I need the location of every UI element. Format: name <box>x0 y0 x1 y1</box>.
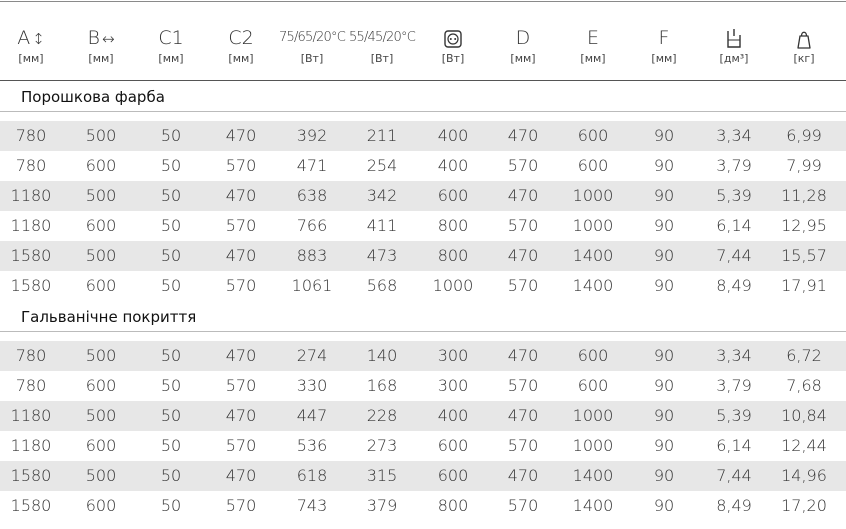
table-cell: 600 <box>85 216 117 235</box>
table-cell: 14,96 <box>781 466 827 485</box>
table-row <box>0 401 846 431</box>
table-row <box>0 491 846 521</box>
section-title: Порошкова фарба <box>21 88 165 106</box>
table-cell: 6,14 <box>716 436 752 455</box>
table-header <box>0 2 846 80</box>
table-cell: 90 <box>653 376 675 395</box>
column-header-label: B <box>87 27 100 49</box>
table-cell: 471 <box>296 156 328 175</box>
column-header-7 <box>488 2 558 80</box>
table-cell: 570 <box>507 216 539 235</box>
column-header-1 <box>66 2 136 80</box>
table-cell: 600 <box>85 496 117 515</box>
column-header-2 <box>136 2 206 80</box>
table-cell: 470 <box>507 346 539 365</box>
table-cell: 400 <box>437 156 469 175</box>
table-cell: 447 <box>296 406 328 425</box>
table-cell: 50 <box>160 376 182 395</box>
table-cell: 473 <box>366 246 398 265</box>
table-cell: 3,79 <box>716 376 752 395</box>
column-header-symbol <box>769 24 839 52</box>
table-cell: 600 <box>577 346 609 365</box>
table-cell: 600 <box>437 436 469 455</box>
table-cell: 1180 <box>10 436 52 455</box>
table-cell: 600 <box>437 186 469 205</box>
table-cell: 300 <box>437 346 469 365</box>
table-cell: 766 <box>296 216 328 235</box>
table-cell: 618 <box>296 466 328 485</box>
table-cell: 1400 <box>572 276 614 295</box>
table-cell: 90 <box>653 276 675 295</box>
table-cell: 470 <box>507 126 539 145</box>
table-cell: 570 <box>507 276 539 295</box>
column-header-label: F <box>658 27 670 49</box>
table-cell: 50 <box>160 126 182 145</box>
table-cell: 1061 <box>291 276 333 295</box>
table-cell: 3,34 <box>716 126 752 145</box>
table-cell: 600 <box>85 276 117 295</box>
table-cell: 470 <box>507 406 539 425</box>
table-row <box>0 461 846 491</box>
table-cell: 274 <box>296 346 328 365</box>
table-cell: 883 <box>296 246 328 265</box>
table-cell: 5,39 <box>716 406 752 425</box>
table-cell: 50 <box>160 436 182 455</box>
table-cell: 570 <box>225 436 257 455</box>
table-cell: 570 <box>225 156 257 175</box>
column-header-label: D <box>515 27 531 49</box>
table-cell: 50 <box>160 246 182 265</box>
column-header-unit: [кг] <box>793 52 815 65</box>
table-cell: 570 <box>225 496 257 515</box>
table-cell: 228 <box>366 406 398 425</box>
table-cell: 5,39 <box>716 186 752 205</box>
table-cell: 1000 <box>572 406 614 425</box>
table-row <box>0 371 846 401</box>
table-cell: 50 <box>160 186 182 205</box>
table-cell: 50 <box>160 496 182 515</box>
table-cell: 470 <box>507 466 539 485</box>
table-cell: 17,91 <box>781 276 827 295</box>
table-cell: 1180 <box>10 216 52 235</box>
table-cell: 17,20 <box>781 496 827 515</box>
table-cell: 7,68 <box>786 376 822 395</box>
column-header-unit: [Вт] <box>370 52 394 65</box>
table-cell: 11,28 <box>781 186 827 205</box>
column-header-unit: [мм] <box>510 52 536 65</box>
table-cell: 15,57 <box>781 246 827 265</box>
table-cell: 470 <box>507 246 539 265</box>
column-header-6 <box>418 2 488 80</box>
table-cell: 470 <box>225 126 257 145</box>
column-header-label: A <box>17 27 31 49</box>
table-cell: 90 <box>653 186 675 205</box>
table-cell: 780 <box>15 376 47 395</box>
table-cell: 1180 <box>10 406 52 425</box>
table-cell: 90 <box>653 156 675 175</box>
table-cell: 90 <box>653 406 675 425</box>
table-cell: 90 <box>653 216 675 235</box>
table-cell: 1400 <box>572 466 614 485</box>
table-cell: 780 <box>15 346 47 365</box>
table-cell: 7,44 <box>716 246 752 265</box>
table-cell: 211 <box>366 126 398 145</box>
table-cell: 470 <box>225 186 257 205</box>
column-header-symbol <box>277 24 347 52</box>
table-cell: 50 <box>160 276 182 295</box>
table-cell: 50 <box>160 466 182 485</box>
section-title: Гальванічне покриття <box>21 308 197 326</box>
table-cell: 500 <box>85 406 117 425</box>
table-cell: 743 <box>296 496 328 515</box>
vertical-arrow-icon: ↕ <box>32 30 45 48</box>
table-cell: 12,95 <box>781 216 827 235</box>
table-cell: 273 <box>366 436 398 455</box>
table-cell: 1000 <box>572 186 614 205</box>
table-cell: 500 <box>85 346 117 365</box>
table-cell: 12,44 <box>781 436 827 455</box>
table-cell: 411 <box>366 216 398 235</box>
table-cell: 90 <box>653 346 675 365</box>
column-header-10 <box>699 2 769 80</box>
column-header-symbol <box>488 24 558 52</box>
table-cell: 470 <box>225 466 257 485</box>
table-cell: 3,79 <box>716 156 752 175</box>
table-row <box>0 431 846 461</box>
table-cell: 800 <box>437 246 469 265</box>
table-cell: 330 <box>296 376 328 395</box>
volume-container-icon <box>726 27 742 49</box>
header-rule <box>0 80 846 81</box>
column-header-unit: [мм] <box>88 52 114 65</box>
table-cell: 1580 <box>10 496 52 515</box>
table-cell: 570 <box>225 216 257 235</box>
table-cell: 600 <box>85 376 117 395</box>
column-header-label: 55/45/20°C <box>349 30 415 45</box>
table-cell: 1180 <box>10 186 52 205</box>
column-header-symbol <box>206 24 276 52</box>
table-cell: 780 <box>15 126 47 145</box>
table-cell: 500 <box>85 466 117 485</box>
table-cell: 536 <box>296 436 328 455</box>
table-row <box>0 271 846 301</box>
table-cell: 570 <box>507 156 539 175</box>
column-header-3 <box>206 2 276 80</box>
table-cell: 470 <box>225 246 257 265</box>
table-cell: 570 <box>225 376 257 395</box>
table-cell: 379 <box>366 496 398 515</box>
table-cell: 600 <box>577 156 609 175</box>
section-rule <box>0 111 846 112</box>
table-cell: 6,72 <box>786 346 822 365</box>
table-cell: 500 <box>85 246 117 265</box>
table-cell: 3,34 <box>716 346 752 365</box>
table-cell: 600 <box>85 436 117 455</box>
table-cell: 568 <box>366 276 398 295</box>
table-cell: 8,49 <box>716 276 752 295</box>
table-cell: 1000 <box>572 436 614 455</box>
table-cell: 570 <box>507 496 539 515</box>
table-cell: 600 <box>577 376 609 395</box>
table-cell: 6,14 <box>716 216 752 235</box>
column-header-unit: [мм] <box>580 52 606 65</box>
table-cell: 90 <box>653 496 675 515</box>
table-cell: 400 <box>437 406 469 425</box>
table-cell: 90 <box>653 246 675 265</box>
column-header-symbol <box>66 24 136 52</box>
column-header-symbol <box>347 24 417 52</box>
table-cell: 600 <box>85 156 117 175</box>
column-header-4 <box>277 2 347 80</box>
column-header-symbol <box>699 24 769 52</box>
table-cell: 342 <box>366 186 398 205</box>
table-cell: 1580 <box>10 246 52 265</box>
table-cell: 600 <box>577 126 609 145</box>
column-header-8 <box>558 2 628 80</box>
table-row <box>0 241 846 271</box>
table-cell: 392 <box>296 126 328 145</box>
table-cell: 10,84 <box>781 406 827 425</box>
table-cell: 50 <box>160 216 182 235</box>
table-cell: 7,44 <box>716 466 752 485</box>
column-header-symbol <box>629 24 699 52</box>
horizontal-arrow-icon: ↔ <box>101 30 115 48</box>
column-header-11 <box>769 2 839 80</box>
table-cell: 400 <box>437 126 469 145</box>
table-cell: 470 <box>225 346 257 365</box>
column-header-symbol <box>136 24 206 52</box>
table-cell: 50 <box>160 406 182 425</box>
column-header-unit: [дм³] <box>719 52 749 65</box>
column-header-label: 75/65/20°C <box>279 30 345 45</box>
table-cell: 1000 <box>432 276 474 295</box>
table-cell: 800 <box>437 216 469 235</box>
table-cell: 638 <box>296 186 328 205</box>
table-row <box>0 341 846 371</box>
table-cell: 780 <box>15 156 47 175</box>
table-cell: 500 <box>85 126 117 145</box>
table-row <box>0 181 846 211</box>
table-cell: 1580 <box>10 466 52 485</box>
column-header-label: C2 <box>228 27 254 49</box>
column-header-symbol <box>418 24 488 52</box>
table-row <box>0 121 846 151</box>
weight-icon <box>794 27 814 49</box>
table-cell: 1400 <box>572 496 614 515</box>
table-row <box>0 211 846 241</box>
socket-icon <box>443 27 463 49</box>
column-header-9 <box>629 2 699 80</box>
table-cell: 140 <box>366 346 398 365</box>
table-cell: 254 <box>366 156 398 175</box>
section-rule <box>0 331 846 332</box>
table-cell: 300 <box>437 376 469 395</box>
table-cell: 470 <box>507 186 539 205</box>
table-cell: 500 <box>85 186 117 205</box>
column-header-unit: [мм] <box>158 52 184 65</box>
table-cell: 90 <box>653 126 675 145</box>
table-cell: 6,99 <box>786 126 822 145</box>
table-cell: 470 <box>225 406 257 425</box>
table-cell: 1400 <box>572 246 614 265</box>
table-cell: 50 <box>160 346 182 365</box>
table-cell: 570 <box>225 276 257 295</box>
table-row <box>0 151 846 181</box>
table-cell: 168 <box>366 376 398 395</box>
table-cell: 7,99 <box>786 156 822 175</box>
table-cell: 315 <box>366 466 398 485</box>
table-cell: 570 <box>507 436 539 455</box>
table-cell: 800 <box>437 496 469 515</box>
table-cell: 570 <box>507 376 539 395</box>
column-header-label: C1 <box>158 27 184 49</box>
table-cell: 8,49 <box>716 496 752 515</box>
table-cell: 90 <box>653 466 675 485</box>
table-cell: 90 <box>653 436 675 455</box>
column-header-symbol <box>0 24 66 52</box>
table-cell: 600 <box>437 466 469 485</box>
column-header-unit: [мм] <box>18 52 44 65</box>
table-cell: 1000 <box>572 216 614 235</box>
column-header-unit: [мм] <box>228 52 254 65</box>
column-header-label: E <box>586 27 599 49</box>
column-header-unit: [мм] <box>651 52 677 65</box>
column-header-0 <box>0 2 66 80</box>
column-header-unit: [Вт] <box>441 52 465 65</box>
column-header-5 <box>347 2 417 80</box>
column-header-symbol <box>558 24 628 52</box>
column-header-unit: [Вт] <box>300 52 324 65</box>
table-cell: 1580 <box>10 276 52 295</box>
table-cell: 50 <box>160 156 182 175</box>
